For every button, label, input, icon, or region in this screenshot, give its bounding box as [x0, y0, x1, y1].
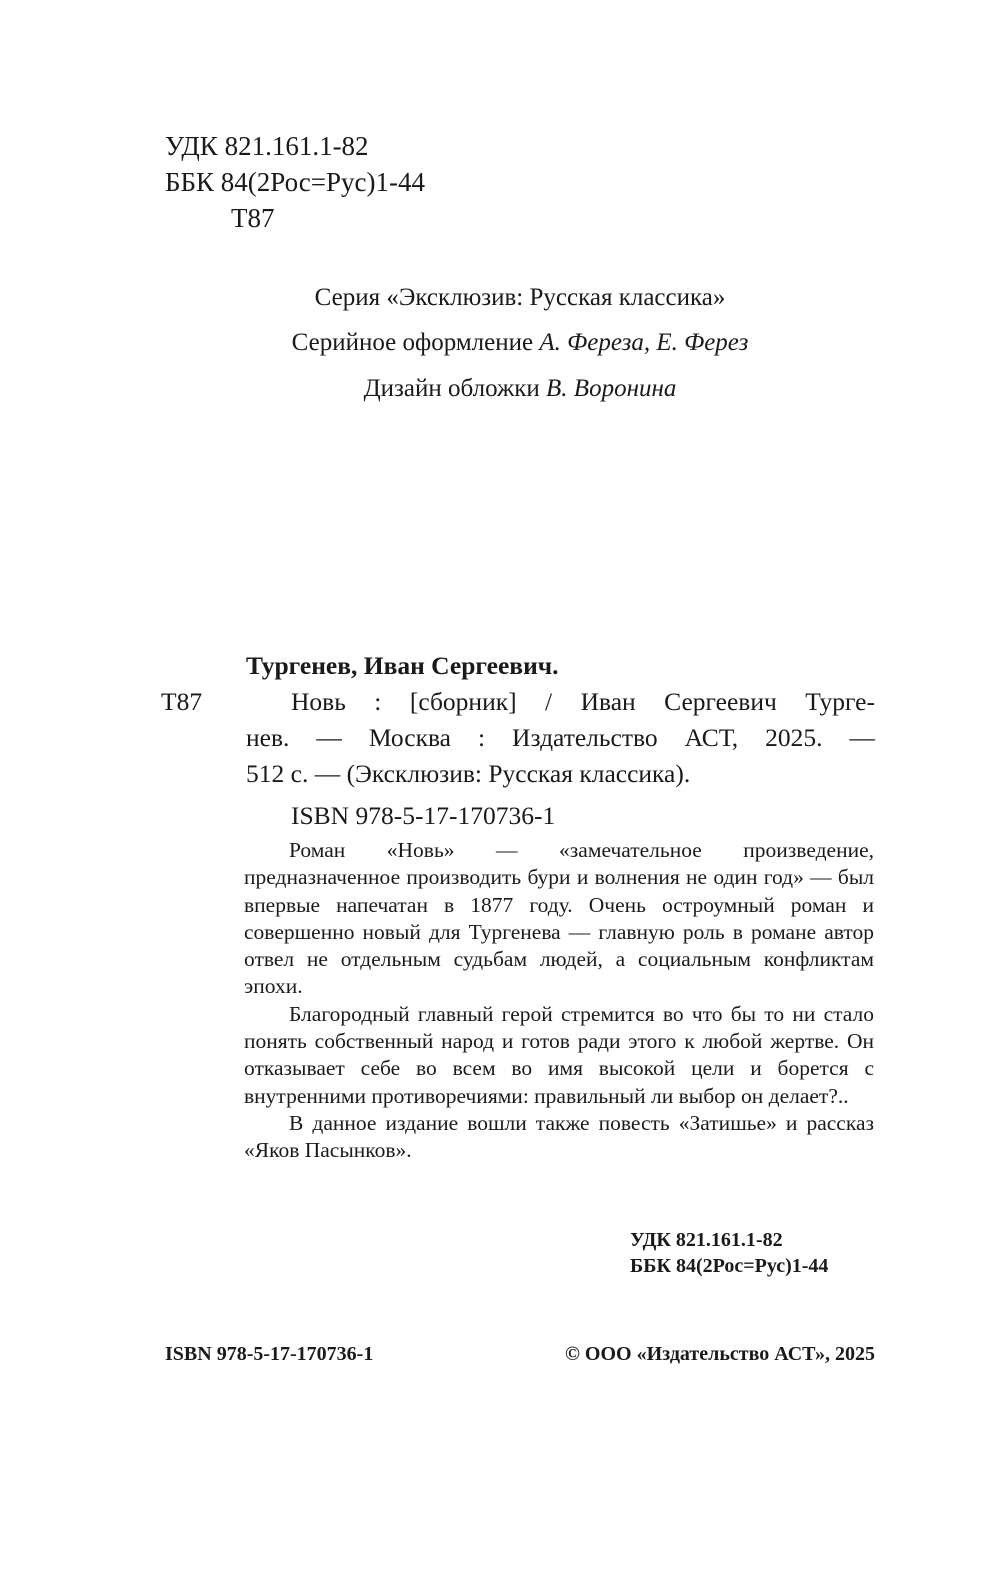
cover-design-name: В. Воронина — [546, 375, 677, 402]
annotation — [244, 837, 874, 1165]
footer-isbn: ISBN 978-5-17-170736-1 — [165, 1343, 374, 1365]
annotation-paragraph-2: Благородный главный герой стремится во что бы то ни стало понять собственный народ и готов ради этого к любой жертве. Он отказывает себе во всем во имя высокой цели и борется с внутренними противоречиями: правильный ли выбор он делает?.. — [244, 1001, 874, 1108]
udk-code-bottom: УДК 821.161.1-82 — [630, 1229, 783, 1251]
record-line-1: Новь : [сборник] / Иван Сергеевич Турге- — [291, 687, 875, 716]
annotation-paragraph-1: Роман «Новь» — «замечательное произведение, предназначенное производить бури и волнения не один год» — был впервые напечатан в 1877 году. Очень остроумный роман и совершенно новый для Тургенева — главную роль в романе автор отвел не отдельным судьбам людей, а социальным конфликтам эпохи. — [244, 838, 874, 999]
author-mark-record: Т87 — [161, 687, 203, 716]
record-line-3: 512 с. — (Эксклюзив: Русская классика). — [246, 759, 691, 788]
series-design-label: Серийное оформление — [291, 329, 534, 356]
cover-design-line — [0, 373, 1000, 405]
bbk-code-bottom: ББК 84(2Рос=Рус)1-44 — [630, 1255, 829, 1277]
annotation-paragraph-3: В данное издание вошли также повесть «Затишье» и рассказ «Яков Пасынков». — [244, 1110, 874, 1163]
series-design-names: А. Фереза, Е. Ферез — [539, 329, 749, 356]
cover-design-label: Дизайн обложки — [363, 375, 540, 402]
record-isbn: ISBN 978-5-17-170736-1 — [291, 801, 556, 830]
bbk-code-top: ББК 84(2Рос=Рус)1-44 — [165, 167, 425, 197]
series-design-line — [0, 327, 1000, 359]
series-line: Серия «Эксклюзив: Русская классика» — [314, 284, 726, 311]
author-heading: Тургенев, Иван Сергеевич. — [246, 651, 559, 680]
author-mark-top: Т87 — [231, 203, 275, 233]
footer-copyright: © ООО «Издательство АСТ», 2025 — [564, 1343, 875, 1365]
record-line-2: нев. — Москва : Издательство АСТ, 2025. — — [246, 723, 875, 752]
udk-code-top: УДК 821.161.1-82 — [165, 131, 369, 161]
